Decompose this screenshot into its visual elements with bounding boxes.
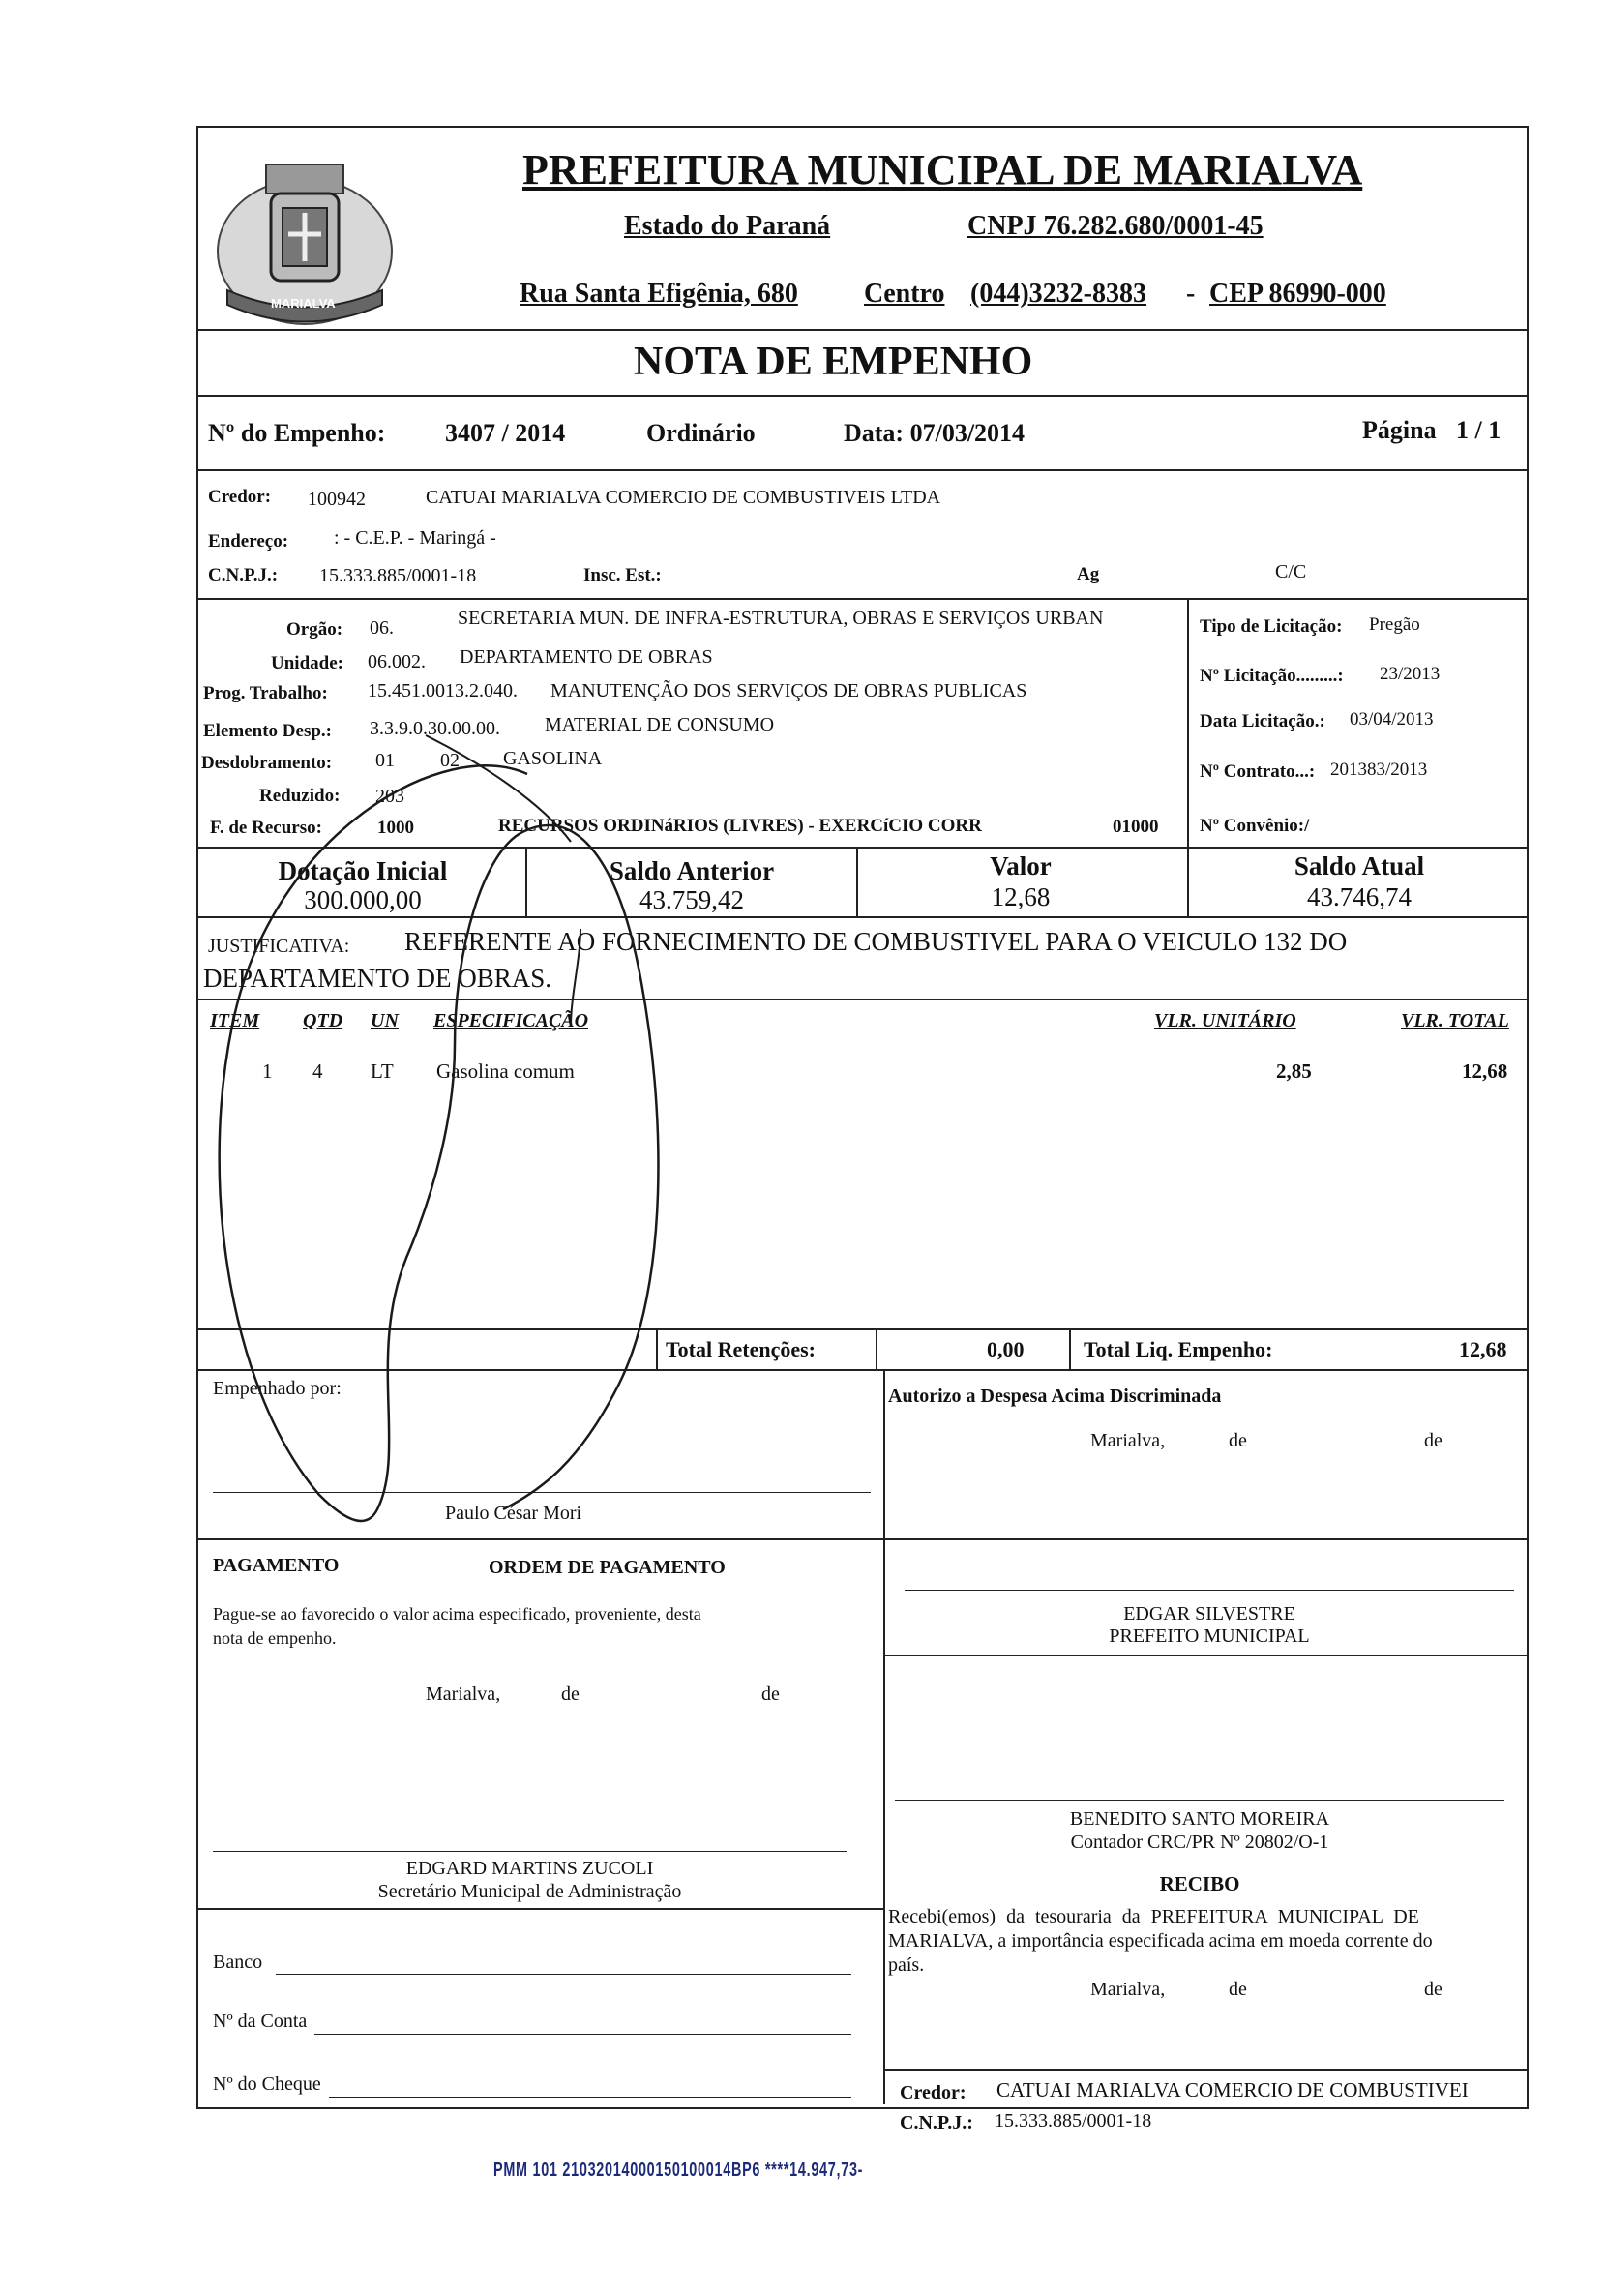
autorizo-text: Autorizo a Despesa Acima Discriminada <box>888 1386 1222 1407</box>
contador-role: Contador CRC/PR Nº 20802/O-1 <box>1070 1832 1329 1853</box>
retencoes-value: 0,00 <box>987 1337 1025 1361</box>
pagamento-de2: de <box>761 1684 780 1705</box>
credor-label: Credor: <box>208 487 272 507</box>
pague-text-1: Pague-se ao favorecido o valor acima especificado, proveniente, desta <box>213 1604 701 1624</box>
recibo-place: Marialva, <box>1090 1979 1166 2000</box>
footer-stamp: PMM 101 21032014000150100014BP6 ****14.947,73- <box>493 2160 864 2181</box>
header-address-street: Rua Santa Efigênia, 680 <box>520 279 798 309</box>
elemento-label: Elemento Desp.: <box>203 721 332 741</box>
header-cnpj: CNPJ 76.282.680/0001-45 <box>967 211 1264 241</box>
banco-label: Banco <box>213 1952 263 1973</box>
secretario-role: Secretário Municipal de Administração <box>377 1881 682 1902</box>
row-total-value: 12,68 <box>1462 1059 1508 1083</box>
autorizo-place: Marialva, <box>1090 1430 1166 1451</box>
orgao-desc: SECRETARIA MUN. DE INFRA-ESTRUTURA, OBRAS E SERVIÇOS URBAN <box>458 608 1104 629</box>
num-licitacao-value: 23/2013 <box>1380 664 1441 684</box>
prog-label: Prog. Trabalho: <box>203 683 328 703</box>
header-title: PREFEITURA MUNICIPAL DE MARIALVA <box>522 146 1363 194</box>
prefeito-name: EDGAR SILVESTRE <box>1123 1603 1295 1625</box>
row-unit-value: 2,85 <box>1276 1059 1312 1083</box>
empenhado-name: Paulo César Mori <box>445 1503 582 1524</box>
col-header-qtd: QTD <box>303 1010 343 1031</box>
saldo-atual-label: Saldo Atual <box>1294 851 1425 880</box>
retencoes-label: Total Retenções: <box>666 1337 816 1361</box>
valor-label: Valor <box>990 851 1052 880</box>
col-header-item: ITEM <box>210 1010 260 1031</box>
autorizo-de2: de <box>1424 1430 1442 1451</box>
recibo-text-1: Recebi(emos) da tesouraria da PREFEITURA MUNICIPAL DE <box>888 1906 1419 1927</box>
data-licitacao-label: Data Licitação.: <box>1200 711 1325 731</box>
empenho-number: 3407 / 2014 <box>445 419 566 447</box>
credor-code: 100942 <box>308 489 366 510</box>
liquido-value: 12,68 <box>1459 1337 1507 1361</box>
logo-ribbon-text: MARIALVA <box>271 296 336 311</box>
col-header-un: UN <box>371 1010 399 1031</box>
unidade-desc: DEPARTAMENTO DE OBRAS <box>460 646 713 668</box>
ordem-pagamento-title: ORDEM DE PAGAMENTO <box>489 1557 726 1578</box>
recibo-text-3: país. <box>888 1954 925 1976</box>
empenho-date: Data: 07/03/2014 <box>844 419 1026 447</box>
header-address-cep: CEP 86990-000 <box>1209 279 1386 309</box>
cheque-label: Nº do Cheque <box>213 2073 321 2095</box>
liquido-label: Total Liq. Empenho: <box>1084 1337 1273 1361</box>
desdobramento-desc: GASOLINA <box>503 748 603 769</box>
col-header-unit-value: VLR. UNITÁRIO <box>1154 1010 1296 1031</box>
page-label: Página <box>1362 416 1437 444</box>
reduzido-label: Reduzido: <box>259 786 341 806</box>
prefeito-role: PREFEITO MUNICIPAL <box>1109 1625 1310 1647</box>
pagamento-title: PAGAMENTO <box>213 1555 340 1576</box>
orgao-code: 06. <box>370 617 394 639</box>
pagamento-de1: de <box>561 1684 580 1705</box>
data-licitacao-value: 03/04/2013 <box>1350 709 1434 730</box>
valor-value: 12,68 <box>991 882 1051 911</box>
recibo-de2: de <box>1424 1979 1442 2000</box>
empenho-type: Ordinário <box>646 419 756 447</box>
prog-code: 15.451.0013.2.040. <box>368 680 518 701</box>
pagamento-place: Marialva, <box>426 1684 501 1705</box>
document-title: NOTA DE EMPENHO <box>634 340 1033 384</box>
row-un: LT <box>371 1059 394 1083</box>
justificativa-line1: REFERENTE AO FORNECIMENTO DE COMBUSTIVEL PARA O VEICULO 132 DO <box>404 927 1348 956</box>
recibo-credor-label: Credor: <box>900 2082 967 2103</box>
fonte-label: F. de Recurso: <box>210 818 322 838</box>
unidade-label: Unidade: <box>271 653 343 673</box>
contrato-value: 201383/2013 <box>1330 760 1428 780</box>
tipo-licitacao-value: Pregão <box>1369 614 1420 635</box>
tipo-licitacao-label: Tipo de Licitação: <box>1200 616 1343 637</box>
recibo-de1: de <box>1229 1979 1247 2000</box>
saldo-anterior-value: 43.759,42 <box>639 885 744 914</box>
credor-cnpj-label: C.N.P.J.: <box>208 565 279 585</box>
recibo-cnpj-label: C.N.P.J.: <box>900 2112 973 2133</box>
justificativa-label: JUSTIFICATIVA: <box>208 936 350 957</box>
recibo-credor-name: CATUAI MARIALVA COMERCIO DE COMBUSTIVEI <box>996 2078 1469 2102</box>
credor-cnpj: 15.333.885/0001-18 <box>319 565 477 586</box>
saldo-atual-value: 43.746,74 <box>1307 882 1412 911</box>
cc-label: C/C <box>1275 561 1307 582</box>
fonte-code: 1000 <box>377 818 414 838</box>
header-address-sep: - <box>1186 279 1196 309</box>
conta-label: Nº da Conta <box>213 2011 308 2032</box>
autorizo-de1: de <box>1229 1430 1247 1451</box>
endereco-value: : - C.E.P. - Maringá - <box>334 527 496 549</box>
unidade-code: 06.002. <box>368 651 426 672</box>
fonte-number: 01000 <box>1113 817 1159 837</box>
insc-est-label: Insc. Est.: <box>583 565 662 585</box>
header-address-phone: (044)3232-8383 <box>970 279 1146 309</box>
recibo-title: RECIBO <box>1159 1872 1240 1895</box>
col-header-total-value: VLR. TOTAL <box>1401 1010 1509 1031</box>
pague-text-2: nota de empenho. <box>213 1628 337 1648</box>
ag-label: Ag <box>1077 564 1100 584</box>
page-number: 1 / 1 <box>1456 416 1502 444</box>
row-qtd: 4 <box>312 1059 323 1083</box>
credor-name: CATUAI MARIALVA COMERCIO DE COMBUSTIVEIS LTDA <box>426 487 941 508</box>
prog-desc: MANUTENÇÃO DOS SERVIÇOS DE OBRAS PUBLICAS <box>550 680 1027 701</box>
desdobramento-b: 02 <box>440 750 460 771</box>
elemento-desc: MATERIAL DE CONSUMO <box>545 714 775 735</box>
contador-name: BENEDITO SANTO MOREIRA <box>1069 1808 1330 1830</box>
num-licitacao-label: Nº Licitação.........: <box>1200 666 1344 686</box>
endereco-label: Endereço: <box>208 531 289 552</box>
convenio-label: Nº Convênio:/ <box>1200 816 1310 836</box>
recibo-cnpj: 15.333.885/0001-18 <box>995 2110 1152 2132</box>
dotacao-inicial-value: 300.000,00 <box>304 885 422 914</box>
desdobramento-label: Desdobramento: <box>201 753 333 773</box>
saldo-anterior-label: Saldo Anterior <box>609 856 775 885</box>
dotacao-inicial-label: Dotação Inicial <box>278 856 448 885</box>
orgao-label: Orgão: <box>286 619 343 640</box>
empenhado-label: Empenhado por: <box>213 1378 342 1399</box>
header-address-district: Centro <box>864 279 945 309</box>
col-header-spec: ESPECIFICAÇÃO <box>433 1010 589 1031</box>
reduzido-value: 203 <box>375 786 404 807</box>
fonte-desc: RECURSOS ORDINáRIOS (LIVRES) - EXERCíCIO CORR <box>498 816 982 836</box>
recibo-text-2: MARIALVA, a importância especificada acima em moeda corrente do <box>888 1930 1433 1952</box>
empenho-label: Nº do Empenho: <box>208 419 386 447</box>
row-item: 1 <box>262 1059 273 1083</box>
contrato-label: Nº Contrato...: <box>1200 761 1316 782</box>
desdobramento-a: 01 <box>375 750 395 771</box>
secretario-name: EDGARD MARTINS ZUCOLI <box>405 1858 654 1879</box>
justificativa-line2: DEPARTAMENTO DE OBRAS. <box>203 964 552 993</box>
elemento-code: 3.3.9.0.30.00.00. <box>370 718 500 739</box>
row-spec: Gasolina comum <box>436 1059 575 1083</box>
header-state: Estado do Paraná <box>624 211 831 241</box>
